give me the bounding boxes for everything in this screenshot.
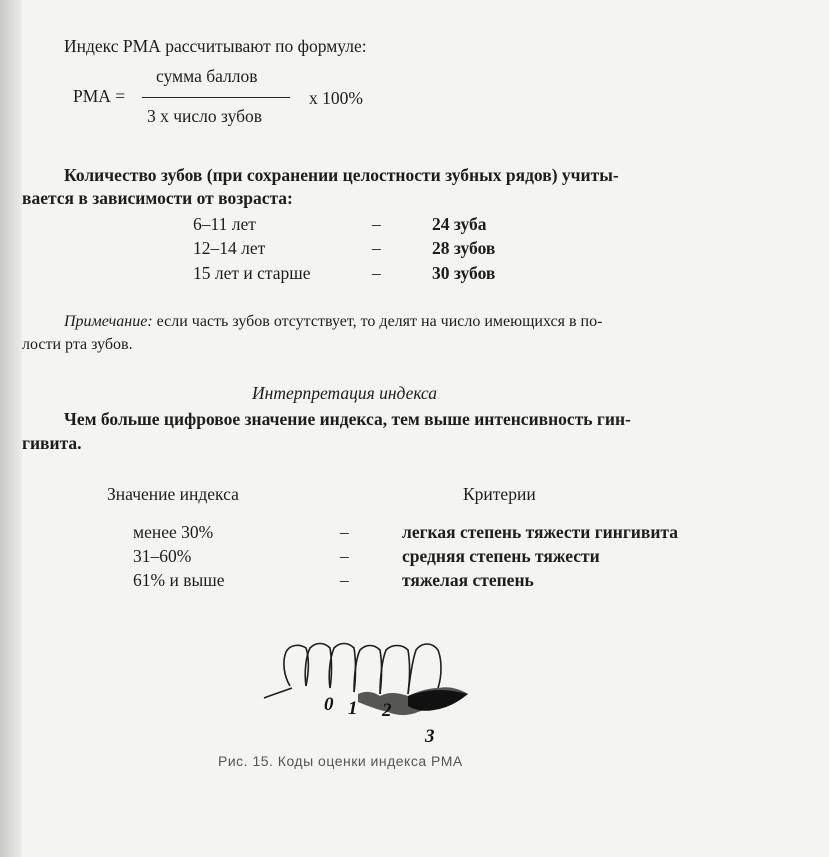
interpretation-line2: гивита. xyxy=(22,433,82,453)
age-dash: – xyxy=(372,214,381,234)
criteria-criterion: легкая степень тяжести гингивита xyxy=(402,522,678,542)
interpretation-heading: Интерпретация индекса xyxy=(252,383,437,403)
criteria-value: 31–60% xyxy=(133,546,192,566)
age-cell: 15 лет и старше xyxy=(193,263,311,283)
teeth-paragraph-line2: вается в зависимости от возраста: xyxy=(22,188,293,208)
criteria-header-criteria: Критерии xyxy=(463,484,536,504)
teeth-cell: 24 зуба xyxy=(432,214,487,234)
age-dash: – xyxy=(372,238,381,258)
formula-multiplier: х 100% xyxy=(309,88,363,108)
code-label: 1 xyxy=(348,698,358,719)
pma-codes-figure xyxy=(262,636,477,748)
formula-numerator: сумма баллов xyxy=(156,66,258,86)
criteria-criterion: тяжелая степень xyxy=(402,570,534,590)
teeth-outline xyxy=(264,644,441,699)
code-label: 0 xyxy=(324,694,334,715)
criteria-dash: – xyxy=(340,570,349,590)
code-label: 3 xyxy=(425,726,435,747)
inflamed-gingiva-severe xyxy=(408,690,468,711)
age-cell: 6–11 лет xyxy=(193,214,256,234)
criteria-criterion: средняя степень тяжести xyxy=(402,546,600,566)
age-dash: – xyxy=(372,263,381,283)
teeth-paragraph-line1: Количество зубов (при сохранении целостности зубных рядов) учиты- xyxy=(64,165,619,185)
note-label: Примечание: xyxy=(64,313,153,330)
criteria-dash: – xyxy=(340,546,349,566)
formula-lhs: РМА = xyxy=(73,86,126,106)
criteria-value: 61% и выше xyxy=(133,570,225,590)
formula-denominator: 3 х число зубов xyxy=(147,106,263,126)
page-edge-shadow xyxy=(0,0,22,857)
note-line2: лости рта зубов. xyxy=(22,336,133,353)
note-line1 xyxy=(64,313,602,331)
criteria-value: менее 30% xyxy=(133,522,214,542)
fraction-bar xyxy=(142,97,290,98)
interpretation-line1: Чем больше цифровое значение индекса, тем выше интенсивность гин- xyxy=(64,409,631,429)
teeth-cell: 30 зубов xyxy=(432,263,496,283)
intro-text: Индекс РМА рассчитывают по формуле: xyxy=(64,36,367,56)
criteria-header-value: Значение индекса xyxy=(107,484,239,504)
criteria-dash: – xyxy=(340,522,349,542)
code-label: 2 xyxy=(382,700,392,721)
note-text: если часть зубов отсутствует, то делят на число имеющихся в по- xyxy=(152,313,603,330)
figure-caption: Рис. 15. Коды оценки индекса РМА xyxy=(218,753,463,769)
teeth-cell: 28 зубов xyxy=(432,238,496,258)
age-cell: 12–14 лет xyxy=(193,238,266,258)
